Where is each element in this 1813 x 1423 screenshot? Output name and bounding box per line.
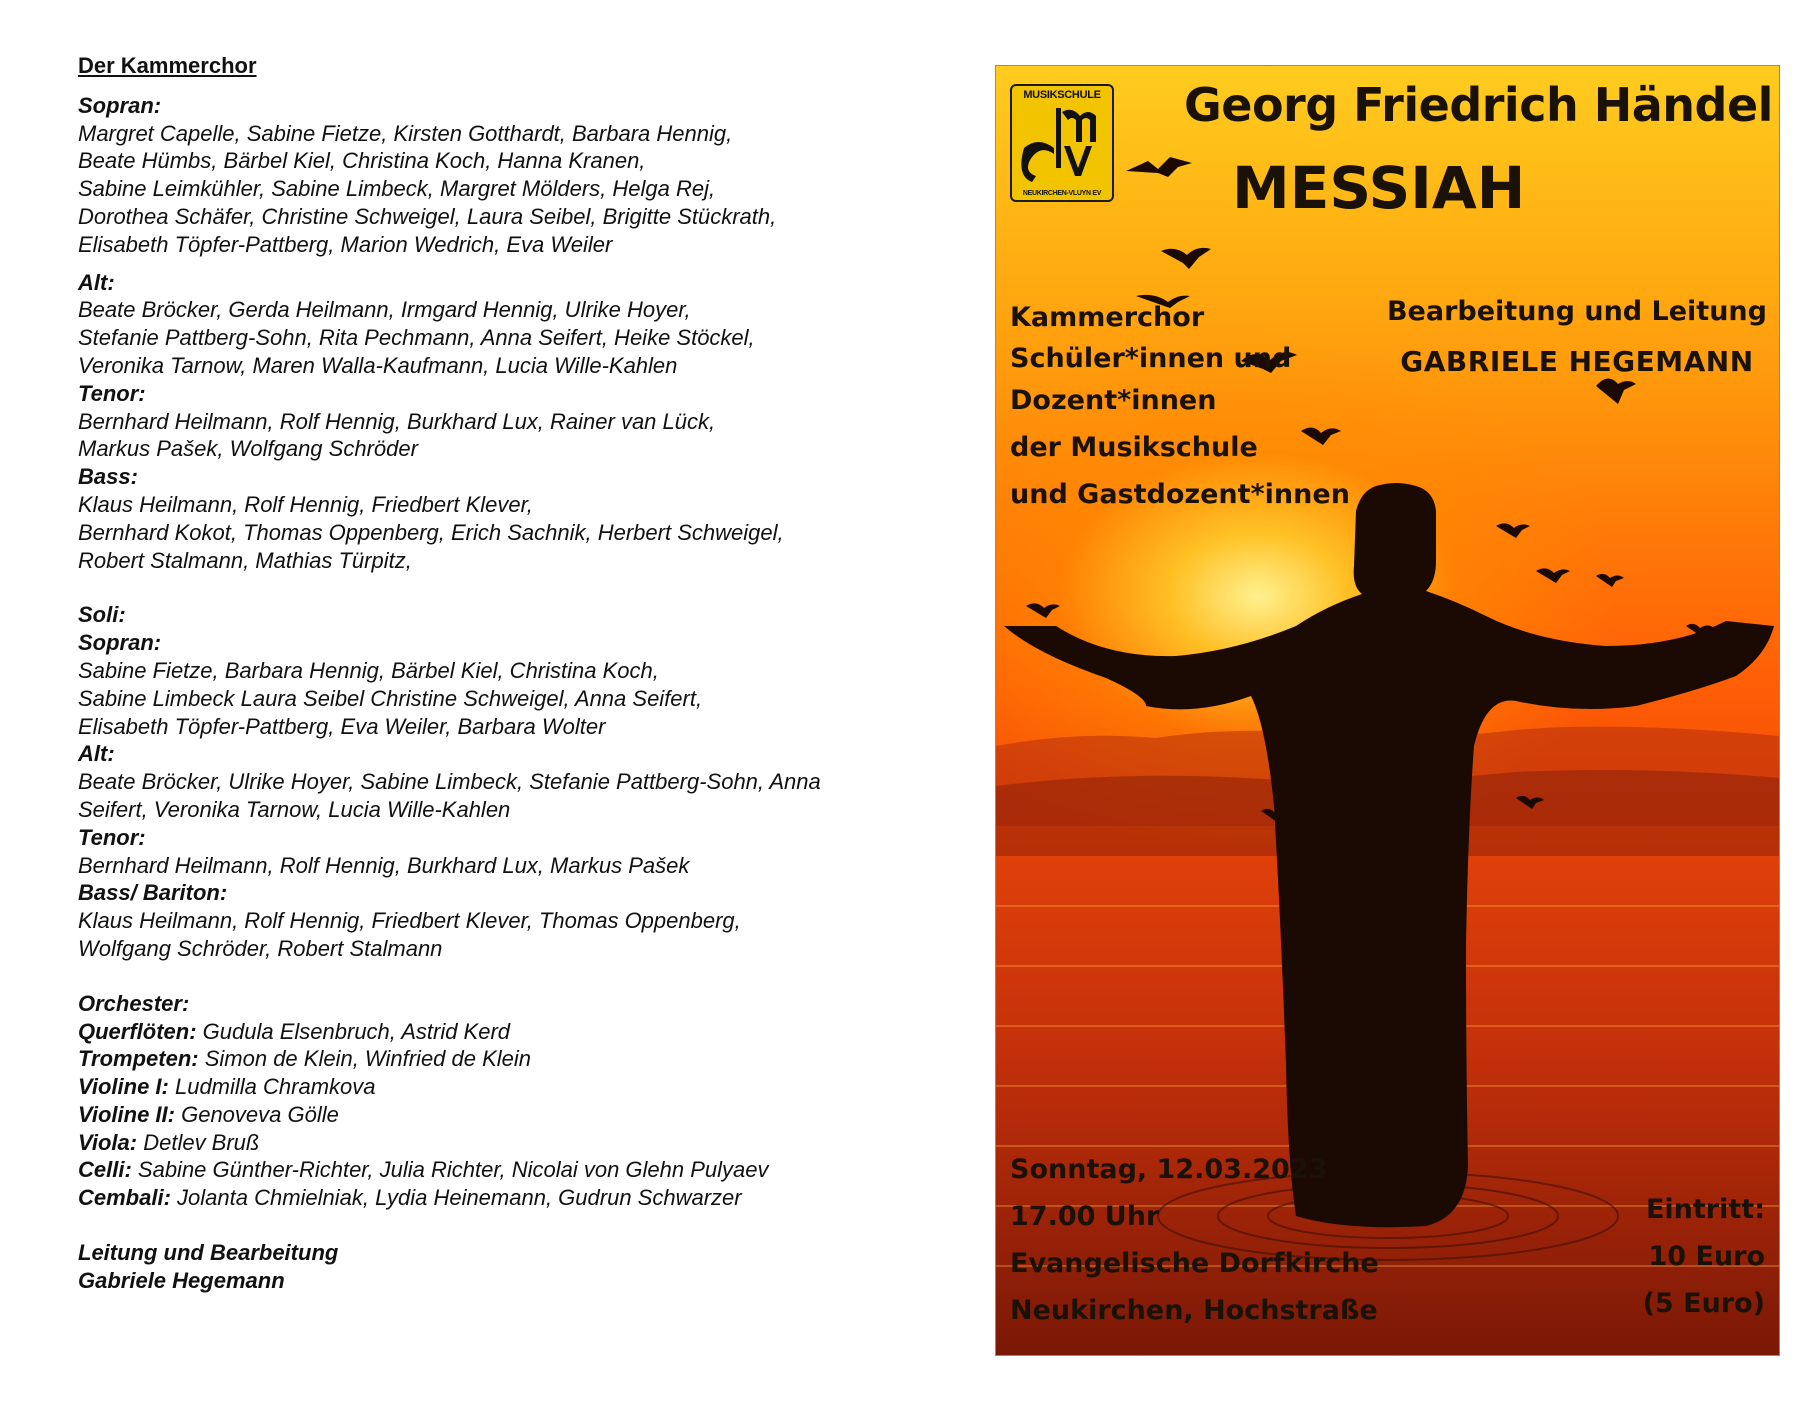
voice-label: Tenor: <box>78 380 146 406</box>
voice-label: Sopran: <box>78 92 162 118</box>
name-line: Sabine Fietze, Barbara Hennig, Bärbel Kiel, Christina Koch, <box>78 657 659 683</box>
instrument-players: Gudula Elsenbruch, Astrid Kerd <box>196 1018 511 1044</box>
direction-name: Gabriele Hegemann <box>78 1267 285 1293</box>
name-line: Klaus Heilmann, Rolf Hennig, Friedbert Klever, <box>78 491 533 517</box>
name-line: Wolfgang Schröder, Robert Stalmann <box>78 935 443 961</box>
name-line: Seifert, Veronika Tarnow, Lucia Wille-Kahlen <box>78 796 511 822</box>
instrument-players: Genoveva Gölle <box>174 1101 339 1127</box>
name-line: Stefanie Pattberg-Sohn, Rita Pechmann, Anna Seifert, Heike Stöckel, <box>78 325 755 351</box>
logo-emblem-icon <box>1018 104 1106 182</box>
name-line: Bernhard Kokot, Thomas Oppenberg, Erich Sachnik, Herbert Schweigel, <box>78 519 784 545</box>
name-line: Sabine Leimkühler, Sabine Limbeck, Margret Mölders, Helga Rej, <box>78 176 716 202</box>
soli-section <box>78 629 868 963</box>
instrument-players: Sabine Günther-Richter, Julia Richter, Nicolai von Glehn Pulyaev <box>131 1157 769 1183</box>
orchestra-row <box>78 1156 868 1184</box>
voice-label: Alt: <box>78 741 115 767</box>
event-address: Neukirchen, Hochstraße <box>1010 1295 1378 1326</box>
performer-line: Dozent*innen <box>1010 385 1217 416</box>
name-line: Klaus Heilmann, Rolf Hennig, Friedbert Klever, Thomas Oppenberg, <box>78 908 741 934</box>
event-time: 17.00 Uhr <box>1010 1201 1160 1232</box>
logo-top-text: MUSIKSCHULE <box>1023 89 1101 101</box>
instrument-label: Cembali: <box>78 1185 171 1211</box>
voice-label: Bass: <box>78 464 138 490</box>
cast-list <box>78 52 868 1295</box>
performer-line: Kammerchor <box>1010 302 1205 333</box>
name-line: Bernhard Heilmann, Rolf Hennig, Burkhard Lux, Markus Pašek <box>78 852 690 878</box>
performer-line: und Gastdozent*innen <box>1010 479 1350 510</box>
admission-label: Eintritt: <box>1645 1194 1765 1225</box>
orchestra-row <box>78 1129 868 1157</box>
direction-label: Leitung und Bearbeitung <box>78 1240 339 1266</box>
name-line: Elisabeth Töpfer-Pattberg, Eva Weiler, Barbara Wolter <box>78 713 606 739</box>
instrument-label: Violine II: <box>78 1101 175 1127</box>
voice-label: Sopran: <box>78 630 162 656</box>
instrument-label: Trompeten: <box>78 1046 199 1072</box>
work-title: MESSIAH <box>1232 154 1526 222</box>
cast-heading: Der Kammerchor <box>78 53 257 78</box>
arrangement-name: GABRIELE HEGEMANN <box>1400 345 1754 378</box>
music-school-logo <box>1010 84 1114 202</box>
logo-bottom-text: NEUKIRCHEN-VLUYN EV <box>1022 190 1102 197</box>
performer-line: Schüler*innen und <box>1010 343 1292 374</box>
orchestra-row <box>78 1184 868 1212</box>
name-line: Bernhard Heilmann, Rolf Hennig, Burkhard Lux, Rainer van Lück, <box>78 408 716 434</box>
name-line: Sabine Limbeck Laura Seibel Christine Schweigel, Anna Seifert, <box>78 685 703 711</box>
voice-label: Tenor: <box>78 824 146 850</box>
orchestra-row <box>78 1073 868 1101</box>
orchestra-heading: Orchester: <box>78 990 190 1016</box>
orchestra-row <box>78 1018 868 1046</box>
instrument-label: Celli: <box>78 1157 132 1183</box>
event-date: Sonntag, 12.03.2023 <box>1010 1154 1328 1185</box>
instrument-label: Violine I: <box>78 1074 169 1100</box>
choir-section <box>78 92 868 575</box>
name-line: Elisabeth Töpfer-Pattberg, Marion Wedrich, Eva Weiler <box>78 231 613 257</box>
admission-price: 10 Euro <box>1648 1241 1765 1272</box>
arrangement-block <box>1387 296 1767 378</box>
orchestra-row <box>78 1101 868 1129</box>
performers-block <box>1010 294 1350 518</box>
voice-label: Alt: <box>78 269 115 295</box>
orchestra-row <box>78 1045 868 1073</box>
instrument-players: Jolanta Chmielniak, Lydia Heinemann, Gudrun Schwarzer <box>170 1185 742 1211</box>
name-line: Markus Pašek, Wolfgang Schröder <box>78 436 418 462</box>
instrument-label: Viola: <box>78 1129 138 1155</box>
name-line: Beate Bröcker, Ulrike Hoyer, Sabine Limbeck, Stefanie Pattberg-Sohn, Anna <box>78 769 821 795</box>
event-venue: Evangelische Dorfkirche <box>1010 1248 1379 1279</box>
instrument-players: Simon de Klein, Winfried de Klein <box>198 1046 532 1072</box>
admission-price-reduced: (5 Euro) <box>1642 1288 1765 1319</box>
name-line: Robert Stalmann, Mathias Türpitz, <box>78 547 412 573</box>
voice-label: Bass/ Bariton: <box>78 880 228 906</box>
instrument-label: Querflöten: <box>78 1018 197 1044</box>
name-line: Veronika Tarnow, Maren Walla-Kaufmann, Lucia Wille-Kahlen <box>78 352 678 378</box>
composer-title: Georg Friedrich Händel <box>1184 78 1773 132</box>
arrangement-label: Bearbeitung und Leitung <box>1386 296 1767 327</box>
name-line: Margret Capelle, Sabine Fietze, Kirsten Gotthardt, Barbara Hennig, <box>78 120 733 146</box>
orchestra-section <box>78 1018 868 1213</box>
name-line: Dorothea Schäfer, Christine Schweigel, Laura Seibel, Brigitte Stückrath, <box>78 203 777 229</box>
name-line: Beate Hümbs, Bärbel Kiel, Christina Koch, Hanna Kranen, <box>78 148 646 174</box>
event-details <box>1010 1146 1379 1334</box>
performer-line: der Musikschule <box>1010 432 1258 463</box>
admission-block <box>1643 1186 1765 1327</box>
name-line: Beate Bröcker, Gerda Heilmann, Irmgard Hennig, Ulrike Hoyer, <box>78 297 691 323</box>
concert-poster <box>995 65 1780 1356</box>
instrument-players: Ludmilla Chramkova <box>168 1074 376 1100</box>
instrument-players: Detlev Bruß <box>137 1129 260 1155</box>
soli-heading: Soli: <box>78 602 126 628</box>
